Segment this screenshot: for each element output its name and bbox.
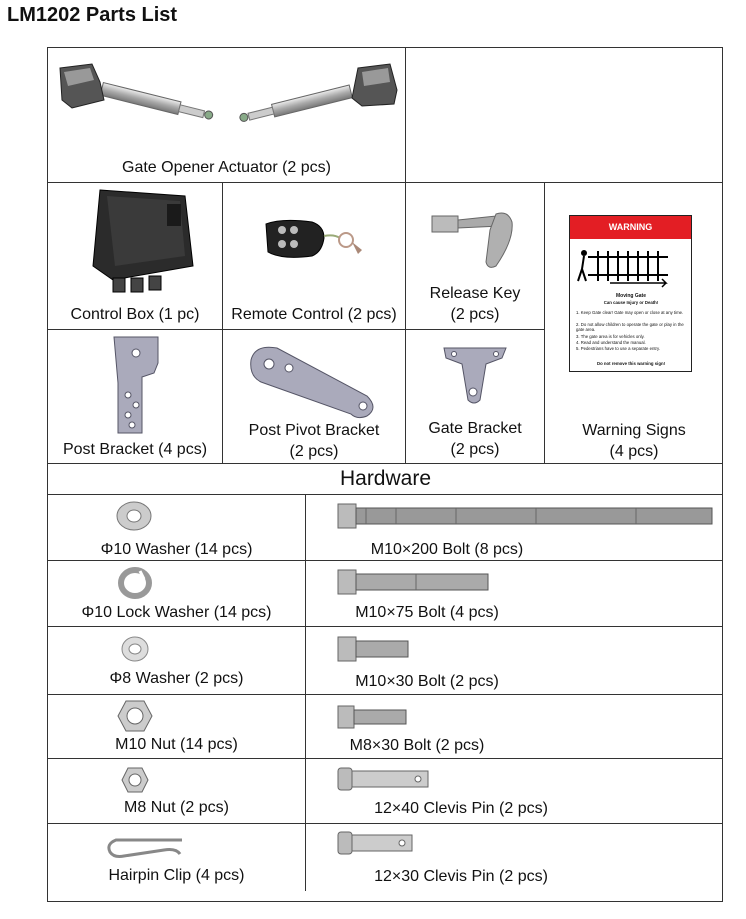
post-pivot-bracket-label xyxy=(223,420,405,462)
hw-left-6: Hairpin Clip (4 pcs) xyxy=(108,867,245,884)
post-bracket-image xyxy=(112,333,167,438)
nut-10-image xyxy=(116,699,154,733)
release-key-name: Release Key xyxy=(429,285,521,302)
release-key-image xyxy=(430,206,520,272)
hw-left-1: Φ10 Washer (14 pcs) xyxy=(100,541,253,558)
hw-right-1: M10×200 Bolt (8 pcs) xyxy=(370,541,524,558)
clevis-pin-12x30-image xyxy=(336,828,416,858)
page-title: LM1202 Parts List xyxy=(7,4,178,26)
gate-bracket-name: Gate Bracket xyxy=(428,420,522,437)
bolt-m10x75-image xyxy=(336,566,492,598)
hw-left-4: M10 Nut (14 pcs) xyxy=(115,736,238,753)
bolt-m10x200-image xyxy=(336,500,716,532)
remote-control-image xyxy=(262,216,377,266)
nut-8-image xyxy=(120,766,150,794)
bolt-m10x30-image xyxy=(336,633,412,665)
gate-bracket-label xyxy=(406,418,544,460)
warning-footer: Do not remove this warning sign! xyxy=(596,361,666,366)
hw-right-6: 12×30 Clevis Pin (2 pcs) xyxy=(374,868,548,885)
actuator-label: Gate Opener Actuator (2 pcs) xyxy=(122,159,331,176)
washer-8-image xyxy=(118,633,152,665)
hw-right-5: 12×40 Clevis Pin (2 pcs) xyxy=(374,800,548,817)
lock-washer-10-image xyxy=(118,567,152,599)
control-box-label: Control Box (1 pc) xyxy=(70,306,200,323)
release-key-label xyxy=(406,283,544,325)
post-pivot-bracket-qty: (2 pcs) xyxy=(289,443,339,460)
warning-rule-3: 3. The gate area is for vehicles only. xyxy=(576,334,645,339)
actuator-left-image xyxy=(52,60,222,140)
warning-subtitle: Can cause Injury or Death! xyxy=(603,300,659,305)
bolt-m8x30-image xyxy=(336,703,412,731)
remote-control-label: Remote Control (2 pcs) xyxy=(231,306,397,323)
gate-bracket-qty: (2 pcs) xyxy=(450,441,500,458)
hairpin-clip-image xyxy=(104,832,186,864)
control-box-image xyxy=(85,186,200,298)
warning-rule-5: 5. Pedestrians have to use a separate entry. xyxy=(576,346,660,351)
hw-left-5: M8 Nut (2 pcs) xyxy=(124,799,229,816)
post-pivot-bracket-image xyxy=(247,342,382,420)
hardware-heading: Hardware xyxy=(339,467,432,490)
post-pivot-bracket-name: Post Pivot Bracket xyxy=(248,422,380,439)
warning-signs-qty: (4 pcs) xyxy=(609,443,659,460)
clevis-pin-12x40-image xyxy=(336,764,432,794)
gate-icon xyxy=(570,239,689,289)
hw-left-3: Φ8 Washer (2 pcs) xyxy=(109,670,244,687)
warning-header: WARNING xyxy=(570,216,691,239)
hw-right-2: M10×75 Bolt (4 pcs) xyxy=(355,604,499,621)
warning-rule-4: 4. Read and understand the manual. xyxy=(576,340,646,345)
warning-sign-image xyxy=(569,215,692,372)
warning-signs-name: Warning Signs xyxy=(582,422,686,439)
warning-rule-1: 1. Keep Gate clear! Gate may open or close at any time. xyxy=(576,310,684,315)
release-key-qty: (2 pcs) xyxy=(450,306,500,323)
warning-signs-label xyxy=(545,420,723,462)
warning-rule-2: 2. Do not allow children to operate the gate or play in the gate area. xyxy=(576,322,684,333)
warning-title: Moving Gate xyxy=(615,293,646,299)
hw-right-4: M8×30 Bolt (2 pcs) xyxy=(349,737,485,754)
post-bracket-label: Post Bracket (4 pcs) xyxy=(62,441,208,458)
gate-bracket-image xyxy=(440,342,510,408)
hw-left-2: Φ10 Lock Washer (14 pcs) xyxy=(81,604,272,621)
actuator-right-image xyxy=(232,60,402,140)
washer-10-image xyxy=(114,499,154,533)
hw-right-3: M10×30 Bolt (2 pcs) xyxy=(355,673,499,690)
